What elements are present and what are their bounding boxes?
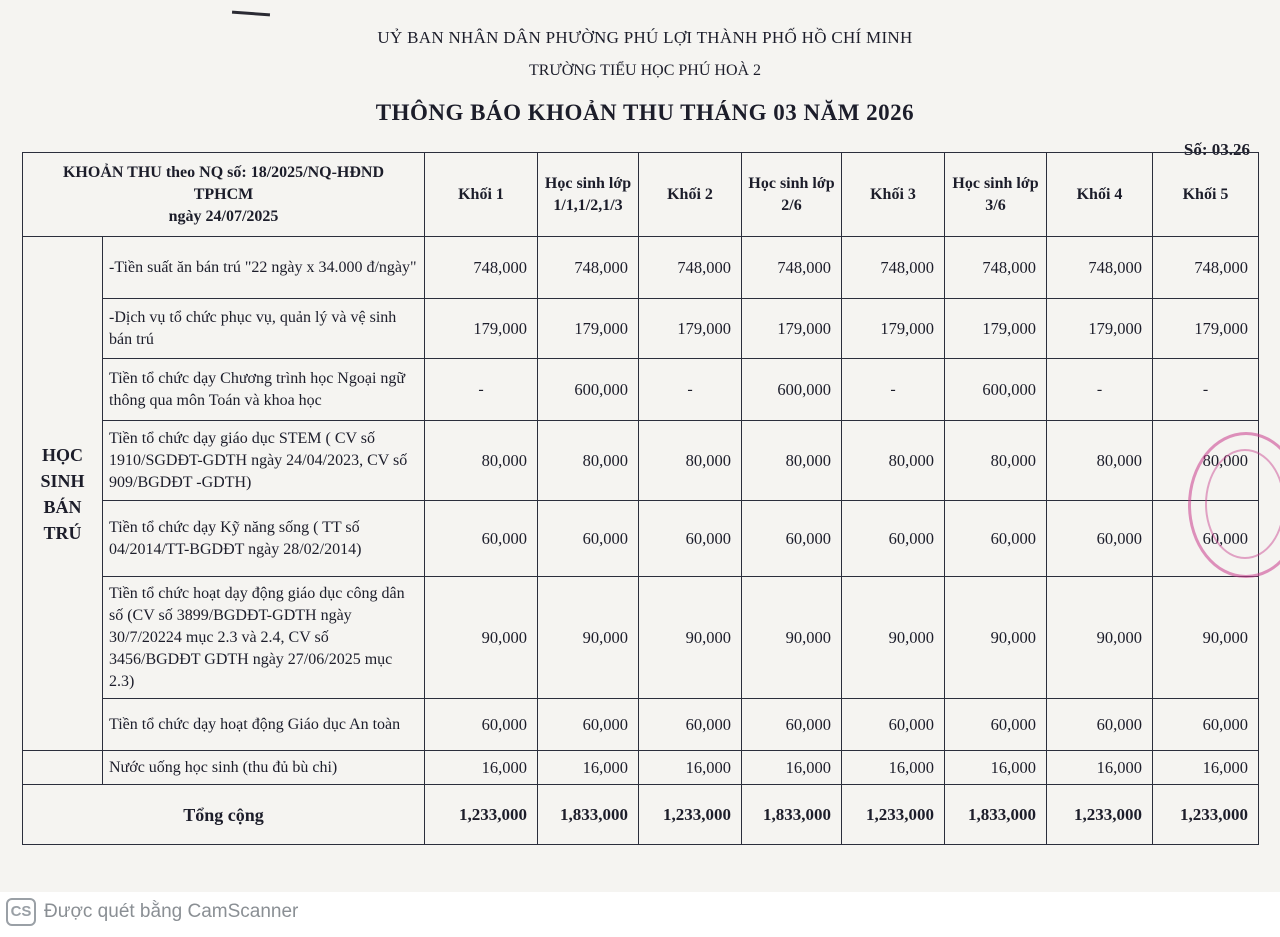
fee-amount: 90,000: [1153, 577, 1259, 699]
fee-amount: 600,000: [538, 359, 639, 421]
fee-amount: 179,000: [639, 299, 742, 359]
column-header: Khối 5: [1153, 153, 1259, 237]
fee-amount: 90,000: [639, 577, 742, 699]
fee-row: [23, 299, 1259, 359]
fee-amount: 16,000: [639, 751, 742, 785]
fee-amount: 80,000: [1153, 421, 1259, 501]
fee-description: -Dịch vụ tổ chức phục vụ, quản lý và vệ sinh bán trú: [103, 299, 425, 359]
column-header: Khối 2: [639, 153, 742, 237]
fee-amount: 80,000: [945, 421, 1047, 501]
fee-amount: 90,000: [742, 577, 842, 699]
fee-amount: 80,000: [1047, 421, 1153, 501]
column-header: Khối 3: [842, 153, 945, 237]
fee-row: [23, 237, 1259, 299]
fee-amount: 16,000: [1047, 751, 1153, 785]
camscanner-logo: CS: [6, 898, 36, 926]
fee-description: Tiền tổ chức dạy Kỹ năng sống ( TT số 04/2014/TT-BGDĐT ngày 28/02/2014): [103, 501, 425, 577]
corner-header: [23, 153, 425, 237]
fee-amount: 80,000: [639, 421, 742, 501]
fee-amount: 16,000: [1153, 751, 1259, 785]
fee-amount: 60,000: [425, 501, 538, 577]
document-number: Số: 03.26: [1183, 140, 1250, 159]
total-amount: 1,233,000: [639, 785, 742, 845]
fee-amount: 16,000: [842, 751, 945, 785]
fee-amount: -: [842, 359, 945, 421]
fee-amount: 60,000: [538, 699, 639, 751]
column-header: Học sinh lớp 2/6: [742, 153, 842, 237]
empty-cell: [23, 751, 103, 785]
fee-description: Tiền tổ chức hoạt dạy động giáo dục công dân số (CV số 3899/BGDĐT-GDTH ngày 30/7/20224 mục 2.3 và 2.4, CV số 3456/BGDĐT GDTH ngày 27/06/2025 mục 2.3): [103, 577, 425, 699]
fee-amount: 60,000: [742, 501, 842, 577]
fee-amount: 748,000: [639, 237, 742, 299]
fee-amount: 748,000: [742, 237, 842, 299]
fee-amount: 60,000: [639, 699, 742, 751]
fee-amount: 90,000: [538, 577, 639, 699]
fee-amount: -: [1047, 359, 1153, 421]
fee-amount: 60,000: [842, 501, 945, 577]
fee-amount: 60,000: [1047, 501, 1153, 577]
group-label: HỌC SINH BÁN TRÚ: [23, 237, 103, 751]
total-amount: 1,233,000: [425, 785, 538, 845]
fee-amount: 179,000: [842, 299, 945, 359]
fee-row: [23, 501, 1259, 577]
fee-description: Tiền tổ chức dạy hoạt động Giáo dục An toàn: [103, 699, 425, 751]
fee-amount: 80,000: [742, 421, 842, 501]
fee-row: [23, 577, 1259, 699]
column-header: Học sinh lớp 1/1,1/2,1/3: [538, 153, 639, 237]
fee-amount: 90,000: [1047, 577, 1153, 699]
pen-mark: [232, 11, 270, 17]
fee-amount: 60,000: [742, 699, 842, 751]
total-amount: 1,233,000: [1047, 785, 1153, 845]
fee-amount: 179,000: [538, 299, 639, 359]
fee-amount: 60,000: [639, 501, 742, 577]
fee-amount: 748,000: [842, 237, 945, 299]
fee-amount: 80,000: [538, 421, 639, 501]
fee-amount: 16,000: [945, 751, 1047, 785]
fee-amount: 80,000: [425, 421, 538, 501]
fee-table: [22, 152, 1259, 845]
fee-amount: -: [639, 359, 742, 421]
fee-amount: 60,000: [945, 501, 1047, 577]
fee-amount: 748,000: [538, 237, 639, 299]
fee-amount: 748,000: [945, 237, 1047, 299]
fee-description: Tiền tổ chức dạy Chương trình học Ngoại ngữ thông qua môn Toán và khoa học: [103, 359, 425, 421]
committee-heading: UỶ BAN NHÂN DÂN PHƯỜNG PHÚ LỢI THÀNH PHỐ HỒ CHÍ MINH: [377, 28, 913, 47]
total-amount: 1,233,000: [1153, 785, 1259, 845]
fee-description: Tiền tổ chức dạy giáo dục STEM ( CV số 1910/SGDĐT-GDTH ngày 24/04/2023, CV số 909/BGDĐT -GDTH): [103, 421, 425, 501]
fee-amount: 748,000: [425, 237, 538, 299]
fee-amount: 90,000: [842, 577, 945, 699]
fee-row: [23, 699, 1259, 751]
fee-amount: 748,000: [1153, 237, 1259, 299]
fee-amount: 60,000: [425, 699, 538, 751]
corner-line-3: ngày 24/07/2025: [168, 207, 279, 225]
header-row: [23, 153, 1259, 237]
fee-amount: 60,000: [842, 699, 945, 751]
fee-amount: 748,000: [1047, 237, 1153, 299]
fee-description: -Tiền suất ăn bán trú "22 ngày x 34.000 đ/ngày": [103, 237, 425, 299]
total-amount: 1,833,000: [742, 785, 842, 845]
document-title: THÔNG BÁO KHOẢN THU THÁNG 03 NĂM 2026: [375, 100, 915, 125]
fee-row: [23, 421, 1259, 501]
fee-amount: 60,000: [538, 501, 639, 577]
total-amount: 1,833,000: [538, 785, 639, 845]
fee-amount: 16,000: [538, 751, 639, 785]
total-row: [23, 785, 1259, 845]
fee-amount: 80,000: [842, 421, 945, 501]
column-header: Khối 4: [1047, 153, 1153, 237]
fee-amount: 90,000: [425, 577, 538, 699]
fee-amount: 600,000: [945, 359, 1047, 421]
camscanner-caption: Được quét bằng CamScanner: [44, 901, 299, 922]
fee-amount: 60,000: [1153, 501, 1259, 577]
fee-amount: 179,000: [1047, 299, 1153, 359]
corner-line-2: TPHCM: [193, 185, 254, 203]
corner-line-1: KHOẢN THU theo NQ số: 18/2025/NQ-HĐND: [62, 163, 385, 181]
fee-amount: 16,000: [425, 751, 538, 785]
fee-amount: 90,000: [945, 577, 1047, 699]
fee-amount: 16,000: [742, 751, 842, 785]
total-label: Tổng cộng: [23, 785, 425, 845]
fee-amount: 179,000: [945, 299, 1047, 359]
fee-amount: 60,000: [1153, 699, 1259, 751]
fee-description: Nước uống học sinh (thu đủ bù chi): [103, 751, 425, 785]
fee-row: [23, 359, 1259, 421]
column-header: Khối 1: [425, 153, 538, 237]
total-amount: 1,833,000: [945, 785, 1047, 845]
school-heading: TRƯỜNG TIỂU HỌC PHÚ HOÀ 2: [528, 62, 762, 79]
fee-amount: 179,000: [742, 299, 842, 359]
total-amount: 1,233,000: [842, 785, 945, 845]
fee-amount: 600,000: [742, 359, 842, 421]
fee-amount: 60,000: [1047, 699, 1153, 751]
column-header: Học sinh lớp 3/6: [945, 153, 1047, 237]
fee-amount: -: [425, 359, 538, 421]
fee-amount: 179,000: [1153, 299, 1259, 359]
fee-amount: -: [1153, 359, 1259, 421]
fee-amount: 179,000: [425, 299, 538, 359]
fee-amount: 60,000: [945, 699, 1047, 751]
water-row: [23, 751, 1259, 785]
